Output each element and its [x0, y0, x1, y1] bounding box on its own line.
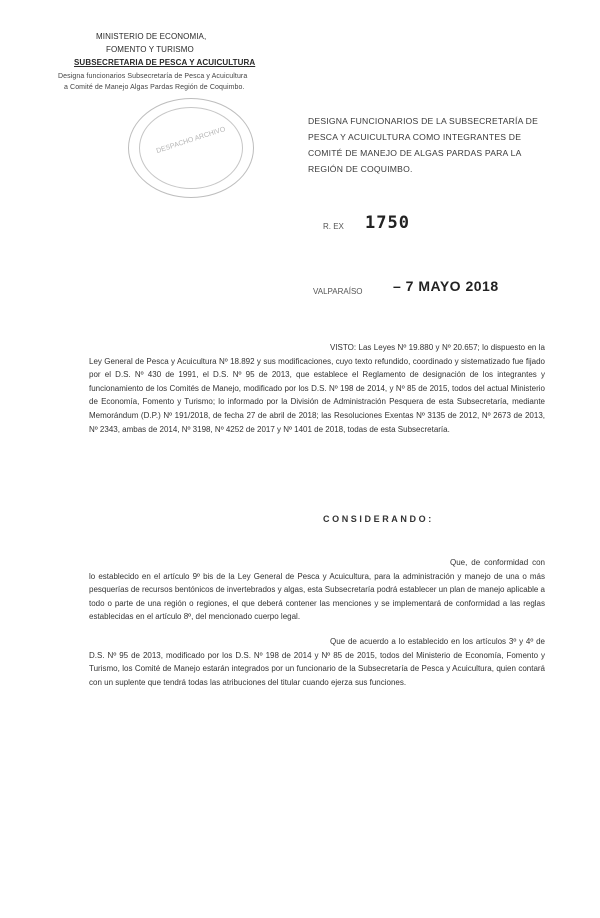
resolution-number: 1750	[365, 213, 410, 233]
ministry-name-cont: FOMENTO Y TURISMO	[106, 45, 194, 54]
ministry-name: MINISTERIO DE ECONOMIA,	[96, 32, 207, 41]
office-stamp	[128, 98, 254, 198]
resolution-label: R. EX	[323, 222, 344, 231]
subject-line-2: a Comité de Manejo Algas Pardas Región de Coquimbo.	[64, 84, 245, 91]
stamp-text: DESPACHO ARCHIVO	[155, 126, 227, 155]
considerando-paragraph-1: Que, de conformidad con lo establecido en el artículo 9º bis de la Ley General de Pesca y Acuicultura, para la administración y manejo de una o más pesquerías de recursos bentónicos de invertebrados y algas, esta Subsecretaría podrá establecer un plan de manejo aplicable a todo o parte de una región o regiones, el que deberá contener las menciones y se implementará de conformidad a las reglas establecidas en el artículo 8º, del mencionado cuerpo legal.	[89, 558, 545, 622]
subject-line-1: Designa funcionarios Subsecretaría de Pesca y Acuicultura	[58, 73, 248, 80]
subsecretaria-name: SUBSECRETARIA DE PESCA Y ACUICULTURA	[74, 58, 256, 67]
place-label: VALPARAÍSO	[313, 287, 363, 296]
considerando-paragraph-2: Que de acuerdo a lo establecido en los artículos 3º y 4º de D.S. Nº 95 de 2013, modificado por los D.S. Nº 198 de 2014 y Nº 85 de 2015, todos del Ministerio de Economía, Fomento y Turismo, los Comité de Manejo estarán integrados por un funcionario de la Subsecretaría de Pesca y Acuicultura, quien contará con un suplente que tendrá todas las atribuciones del titular cuando ejerza sus funciones.	[89, 637, 545, 687]
considerando-heading: CONSIDERANDO:	[323, 514, 434, 524]
visto-paragraph: VISTO: Las Leyes Nº 19.880 y Nº 20.657; lo dispuesto en la Ley General de Pesca y Acuicultura Nº 18.892 y sus modificaciones, cuyo texto refundido, coordinado y sistematizado fue fijado por el D.S. Nº 430 de 1991, el D.S. Nº 95 de 2013, que establece el Reglamento de designación de los integrantes y funcionamiento de los Comités de Manejo, modificado por los D.S. Nº 198 de 2014, y Nº 85 de 2015, todos del actual Ministerio de Economía, Fomento y Turismo; lo informado por la División de Administración Pesquera de esta Subsecretaría, mediante Memorándum (D.P.) Nº 191/2018, de fecha 27 de abril de 2018; las Resoluciones Exentas Nº 3135 de 2012, Nº 2673 de 2013, Nº 2343, ambas de 2014, Nº 3198, Nº 4252 de 2017 y Nº 1401 de 2018, todas de esta Subsecretaría.	[89, 343, 545, 434]
date-stamp: – 7 MAYO 2018	[393, 278, 499, 294]
document-title: DESIGNA FUNCIONARIOS DE LA SUBSECRETARÍA DE PESCA Y ACUICULTURA COMO INTEGRANTES DE COMITÉ DE MANEJO DE ALGAS PARDAS PARA LA REGIÓN DE COQUIMBO.	[308, 116, 539, 174]
